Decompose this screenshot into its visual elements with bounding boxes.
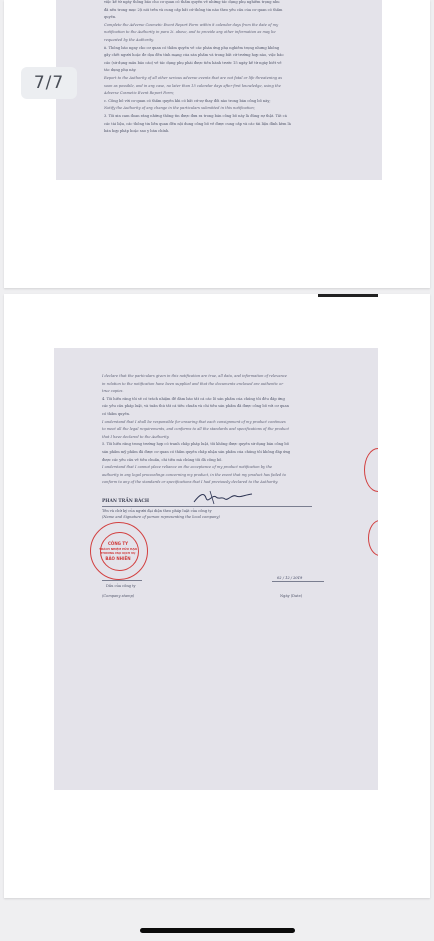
page-text-line: that I have declared to the Authority. — [102, 434, 170, 439]
stamp-caption-en: (Company stamp) — [102, 594, 135, 598]
stamp-text: TRÁCH NHIỆM HỮU HẠN — [99, 547, 137, 551]
signature-caption-vi: Tên và chữ ký của người đại diện theo pháp luật của công ty — [102, 509, 212, 513]
page-text-line: authority in any legal proceedings concerning my product, in the event that my product has failed to — [102, 472, 286, 477]
signatory-name: PHAN TRẦN BÁCH — [102, 499, 150, 504]
scanned-page-image — [54, 348, 378, 790]
page-text-line: 5. Tôi hiểu rằng trong trường hợp có tranh chấp pháp luật, tôi không được quyền sử dụng bản công bố — [102, 442, 289, 447]
handwritten-signature — [192, 488, 254, 508]
edge-stamp — [364, 448, 378, 492]
page-text-line: quyền. — [104, 15, 117, 20]
stamp-text: CÔNG TY — [108, 541, 128, 546]
page-text-line: c. Công bố với cơ quan có thẩm quyền khi có bất cứ sự thay đổi nào trong bản công bố này; — [104, 98, 271, 103]
stamp-text: THƯƠNG MẠI DỊCH VỤ — [100, 551, 136, 555]
page-text-line: in relation to the notification have been supplied and that the documents enclosed are authentic or — [102, 381, 284, 386]
page-text-line: I declare that the particulars given in this notification are true, all data, and information of relevance — [102, 374, 287, 378]
page-text-line: sản phẩm mỹ phẩm đã được cơ quan có thẩm quyền chấp nhận sản phẩm của chúng tôi không đáp ứng — [102, 450, 291, 454]
page-indicator: 7/7 — [21, 67, 77, 99]
page-text-line: cáo (sử dụng mẫu báo cáo) về tác dụng phụ phải được tiến hành trước 15 ngày kể từ ngày biết về — [104, 60, 282, 65]
document-page-bottom[interactable] — [4, 294, 430, 898]
page-text-line: Report to the Authority of all other serious adverse events that are not fatal or life threatening as — [104, 76, 283, 80]
page-text-line: ii. Thông báo ngay cho cơ quan có thẩm quyền về các phản ứng phụ nghiêm trọng nhưng không — [104, 45, 280, 50]
page-text-line: soon as possible, and in any case, no later than 15 calendar days after first knowledge, using the — [104, 83, 281, 88]
company-stamp — [90, 522, 148, 580]
page-text-line: true copies. — [102, 389, 124, 394]
page-edge-mark — [318, 294, 378, 297]
signature-caption-en: (Name and Signature of person representing the local company) — [102, 515, 220, 519]
page-text-line: các tài liệu, các thông tin liên quan đến nội dung công bố về được cung cấp và các tài liệu đính kèm là — [104, 121, 291, 126]
page-text-line: 4. Tôi hiểu rằng tôi sẽ có trách nhiệm để đảm bảo tất cả các lô sản phẩm của chúng tôi đều đáp ứng — [102, 396, 285, 401]
page-text-line: các yêu cầu pháp luật, và tuân thủ tất cả tiêu chuẩn và chỉ tiêu sản phẩm đã được công bố với cơ quan — [102, 404, 289, 409]
signature-line — [102, 506, 312, 507]
page-text-line: được các yêu cầu về tiêu chuẩn, chỉ tiêu mà chúng tôi đã công bố. — [102, 457, 223, 462]
page-text-line: bản hợp pháp hoặc sao y bản chính. — [104, 129, 170, 134]
page-text-line: I understand that I shall be responsible for ensuring that each consignment of my product continues — [102, 419, 286, 424]
page-text-line: requested by the Authority. — [104, 38, 154, 42]
page-text-line: Complete the Adverse Cosmetic Event Report Form within 8 calendar days from the date of my — [104, 22, 279, 27]
page-text-line: I understand that I cannot place reliance on the acceptance of my product notification by the — [102, 465, 273, 470]
stamp-line — [102, 580, 142, 581]
home-indicator[interactable] — [140, 928, 295, 933]
page-text-line: gây chết người hoặc đe dọa đến tính mạng của sản phẩm và trong bất cứ trường hợp nào, việc báo — [104, 53, 284, 58]
page-text-line: Adverse Cosmetic Event Report Form; — [104, 91, 175, 96]
stamp-caption-vi: Dấu của công ty — [106, 584, 136, 588]
page-text-line: conform to any of the standards or specifications that I had previously declared to the Authority. — [102, 480, 279, 485]
page-text-line: 3. Tôi xin cam đoan rằng những thông tin được đưa ra trong bản công bố này là đúng sự thật. Tất cả — [104, 114, 287, 118]
page-text-line: to meet all the legal requirements, and conforms to all the standards and specifications of the product — [102, 427, 289, 432]
edge-stamp — [368, 520, 378, 556]
page-text-line: có thẩm quyền. — [102, 412, 131, 416]
page-text-line: notification to the Authority in para 2i. above, and to provide any other information as may be — [104, 30, 276, 35]
document-page-top[interactable] — [4, 0, 430, 288]
date-value: 02 / 12 / 2019 — [277, 576, 303, 580]
stamp-text: BẢO NHIÊN — [105, 556, 131, 561]
scanned-page-image — [56, 0, 382, 180]
page-text-line: Notify the Authority of any change in the particulars submitted in this notification; — [104, 106, 255, 111]
page-text-line: việc kể từ ngày thông báo cho cơ quan có thẩm quyền về những tác dụng phụ nghiêm trọng nhu — [104, 0, 280, 4]
page-text-line: đã nêu trong mục 2(i nói trên và cung cấp bất cứ thông tin nào theo yêu cầu của cơ quan có thẩm — [104, 7, 283, 12]
date-caption: Ngày (Date) — [280, 594, 303, 598]
page-text-line: tác dụng phụ này. — [104, 68, 137, 73]
date-line — [272, 581, 324, 582]
